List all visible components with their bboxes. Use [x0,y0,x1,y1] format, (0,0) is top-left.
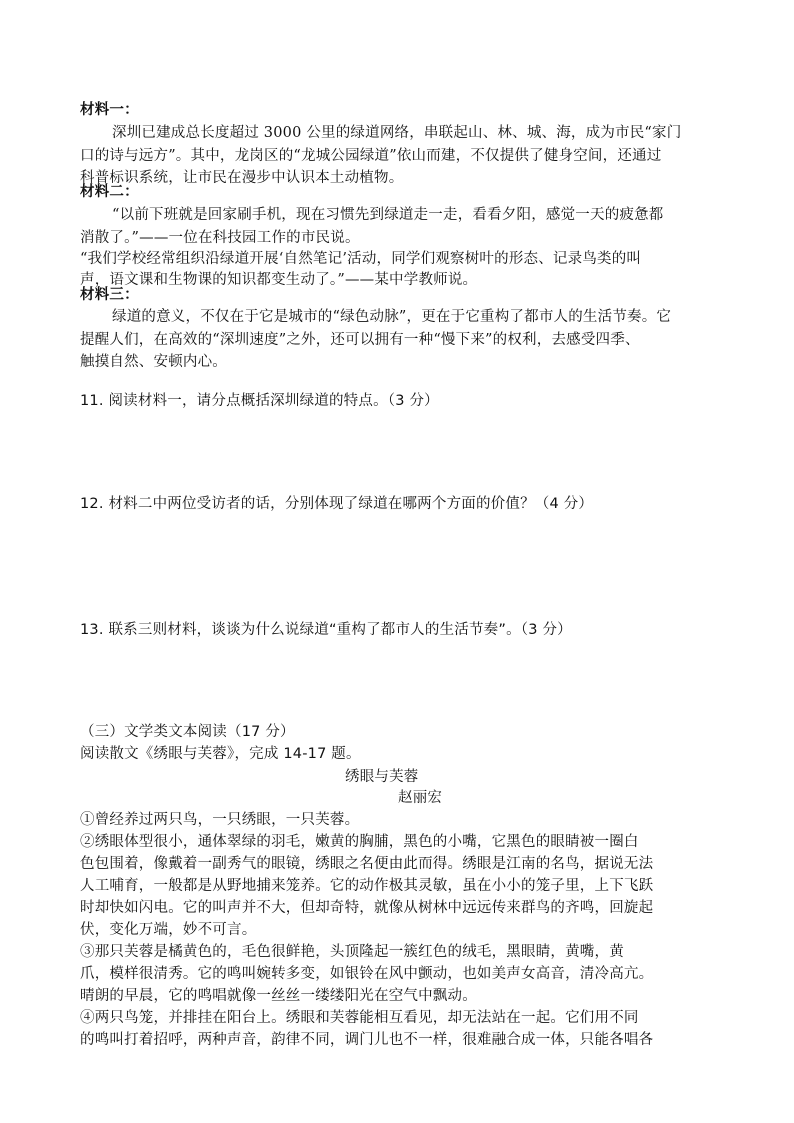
essay-line-5: 时却快如闪电。它的叫声并不大，但却奇特，就像从树林中远远传来群鸟的齐鸣，回旋起 [80,900,654,916]
material3-line-1: 绿道的意义，不仅在于它是城市的“绿色动脉”，更在于它重构了都市人的生活节奏。它 [112,309,672,325]
essay-line-2: ②绣眼体型很小，通体翠绿的羽毛，嫩黄的胸脯，黑色的小嘴，它黑色的眼睛被一圈白 [80,834,639,850]
section3-heading: （三）文学类文本阅读（17 分） [80,724,295,740]
essay-line-11: 的鸣叫打着招呼，两种声音，韵律不同，调门儿也不一样，很难融合成一体，只能各唱各 [80,1032,654,1048]
question-13: 13. 联系三则材料，谈谈为什么说绿道“重构了都市人的生活节奏”。（3 分） [80,622,572,638]
essay-line-6: 伏，变化万端，妙不可言。 [80,922,257,938]
essay-title: 绣眼与芙蓉 [345,769,419,785]
material2-line-3: “我们学校经常组织沿绿道开展‘自然笔记’活动，同学们观察树叶的形态、记录鸟类的叫 [80,251,642,267]
essay-line-1: ①曾经养过两只鸟，一只绣眼，一只芙蓉。 [80,812,360,828]
material1-line-1: 深圳已建成总长度超过 3000 公里的绿道网络，串联起山、林、城、海，成为市民“家门 [112,125,682,141]
essay-author: 赵丽宏 [398,790,443,806]
section3-instruction: 阅读散文《绣眼与芙蓉》，完成 14-17 题。 [80,746,361,762]
material2-line-4: 声，语文课和生物课的知识都变生动了。”——某中学教师说。 [80,272,478,288]
material3-line-3: 触摸自然、安顿内心。 [80,354,227,370]
essay-line-7: ③那只芙蓉是橘黄色的，毛色很鲜艳，头顶隆起一簇红色的绒毛，黑眼睛，黄嘴，黄 [80,944,624,960]
material2-line-1: “以前下班就是回家刷手机，现在习惯先到绿道走一走，看看夕阳，感觉一天的疲惫都 [112,207,664,223]
essay-line-9: 晴朗的早晨，它的鸣唱就像一丝丝一缕缕阳光在空气中飘动。 [80,988,477,1004]
question-12: 12. 材料二中两位受访者的话，分别体现了绿道在哪两个方面的价值？（4 分） [80,496,594,512]
essay-line-4: 人工哺育，一般都是从野地捕来笼养。它的动作极其灵敏，虽在小小的笼子里，上下飞跃 [80,878,654,894]
material1-line-3: 科普标识系统，让市民在漫步中认识本土动植物。 [80,170,404,186]
material1-heading: 材料一： [80,102,139,118]
question-11: 11. 阅读材料一，请分点概括深圳绿道的特点。（3 分） [80,393,439,409]
material2-line-2: 消散了。”——一位在科技园工作的市民说。 [80,230,360,246]
material3-heading: 材料三： [80,287,139,303]
material1-line-2: 口的诗与远方”。其中，龙岗区的“龙城公园绿道”依山而建，不仅提供了健身空间，还通过 [80,148,662,164]
essay-line-8: 爪，模样很清秀。它的鸣叫婉转多变，如银铃在风中颤动，也如美声女高音，清冷高亢。 [80,966,654,982]
essay-line-3: 色包围着，像戴着一副秀气的眼镜，绣眼之名便由此而得。绣眼是江南的名鸟，据说无法 [80,856,654,872]
essay-line-10: ④两只鸟笼，并排挂在阳台上。绣眼和芙蓉能相互看见，却无法站在一起。它们用不同 [80,1010,639,1026]
material3-line-2: 提醒人们，在高效的“深圳速度”之外，还可以拥有一种“慢下来”的权利，去感受四季、 [80,332,640,348]
material2-heading: 材料二： [80,184,139,200]
